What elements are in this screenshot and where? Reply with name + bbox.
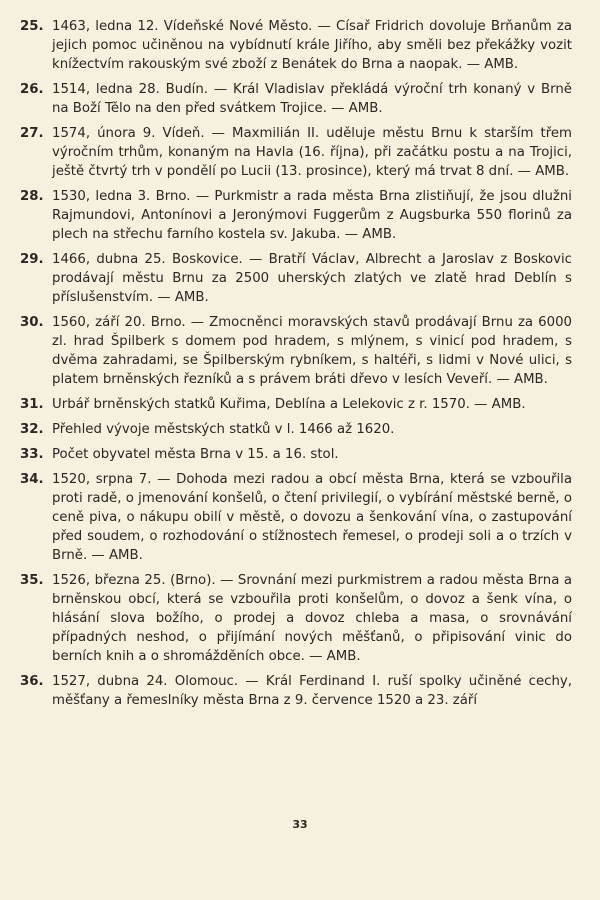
entry-number: 34. [20,472,44,487]
entry-text: Počet obyvatel města Brna v 15. a 16. stol. [52,447,339,462]
page-number: 33 [292,818,308,831]
entry-number: 29. [20,252,44,267]
entry-number: 28. [20,189,44,204]
entry-31 [20,395,572,414]
entry-text: 1560, září 20. Brno. — Zmocněnci moravských stavů prodávají Brnu za 6000 zl. hrad Špilberk s domem pod hradem, s mlýnem, s vinicí pod hradem, s dvěma zahradami, se Špilberským rybníkem, s haltéři, s lidmi v Nové ulici, s platem brněnských řezníků a s právem bráti dřevo v lesích Veveří. — AMB. [52,315,572,387]
entry-number: 27. [20,126,44,141]
entry-text: 1526, března 25. (Brno). — Srovnání mezi purkmistrem a radou města Brna a brněnskou obcí, která se vzbouřila proti konšelům, o dovoz a šenk vína, o hlásání slova božího, o prodej a dovoz chleba a masa, o srovnávání případných neshod, o přijímání nových měšťanů, o připisování vinic do berních knih a o shromážděních obce. — AMB. [52,573,572,664]
entry-34 [20,470,572,565]
entry-list [20,17,572,710]
entry-number: 31. [20,397,44,412]
entry-text: 1520, srpna 7. — Dohoda mezi radou a obcí města Brna, která se vzbouřila proti radě, o jmenování konšelů, o čtení privilegií, o vybírání městské berně, o ceně piva, o nákupu obilí v městě, o dovozu a šenkování vína, o zastupování před soudem, o rozhodování o stížnostech řemesel, o prodeji soli a o trzích v Brně. — AMB. [52,472,572,563]
entry-text: Urbář brněnských statků Kuřima, Deblína a Lelekovic z r. 1570. — AMB. [52,397,526,412]
entry-29 [20,250,572,307]
entry-text: 1530, ledna 3. Brno. — Purkmistr a rada města Brna zlistiňují, že jsou dlužni Rajmundovi, Antonínovi a Jeronýmovi Fuggerům z Augsburka 550 florinů za plech na střechu farního kostela sv. Jakuba. — AMB. [52,189,572,242]
entry-text: 1463, ledna 12. Vídeňské Nové Město. — Císař Fridrich dovoluje Brňanům za jejich pomoc učiněnou na vybídnutí krále Jiřího, aby směli bez překážky vozit knížectvím rakouským své zboží z Benátek do Brna a naopak. — AMB. [52,19,572,72]
entry-text: 1514, ledna 28. Budín. — Král Vladislav překládá výroční trh konaný v Brně na Boží Tělo na den před svátkem Trojice. — AMB. [52,82,572,116]
entry-36 [20,672,572,710]
entry-28 [20,187,572,244]
entry-number: 36. [20,674,44,689]
entry-30 [20,313,572,389]
entry-text: 1527, dubna 24. Olomouc. — Král Ferdinand I. ruší spolky učiněné cechy, měšťany a řemeslníky města Brna z 9. července 1520 a 23. září [52,674,572,708]
entry-number: 35. [20,573,44,588]
entry-35 [20,571,572,666]
entry-text: 1466, dubna 25. Boskovice. — Bratří Václav, Albrecht a Jaroslav z Boskovic prodávají městu Brnu za 2500 uherských zlatých ve zlatě hrad Deblín s příslušenstvím. — AMB. [52,252,572,305]
entry-25 [20,17,572,74]
entry-number: 32. [20,422,44,437]
entry-number: 26. [20,82,44,97]
entry-number: 30. [20,315,44,330]
entry-number: 25. [20,19,44,34]
entry-text: Přehled vývoje městských statků v l. 1466 až 1620. [52,422,395,437]
entry-32 [20,420,572,439]
entry-number: 33. [20,447,44,462]
entry-text: 1574, února 9. Vídeň. — Maxmilián II. uděluje městu Brnu k starším třem výročním trhům, konaným na Havla (16. října), při začátku postu a na Trojici, ještě čtvrtý trh v pondělí po Lucii (13. prosince), který má trvat 8 dní. — AMB. [52,126,572,179]
entry-26 [20,80,572,118]
entry-33 [20,445,572,464]
entry-27 [20,124,572,181]
